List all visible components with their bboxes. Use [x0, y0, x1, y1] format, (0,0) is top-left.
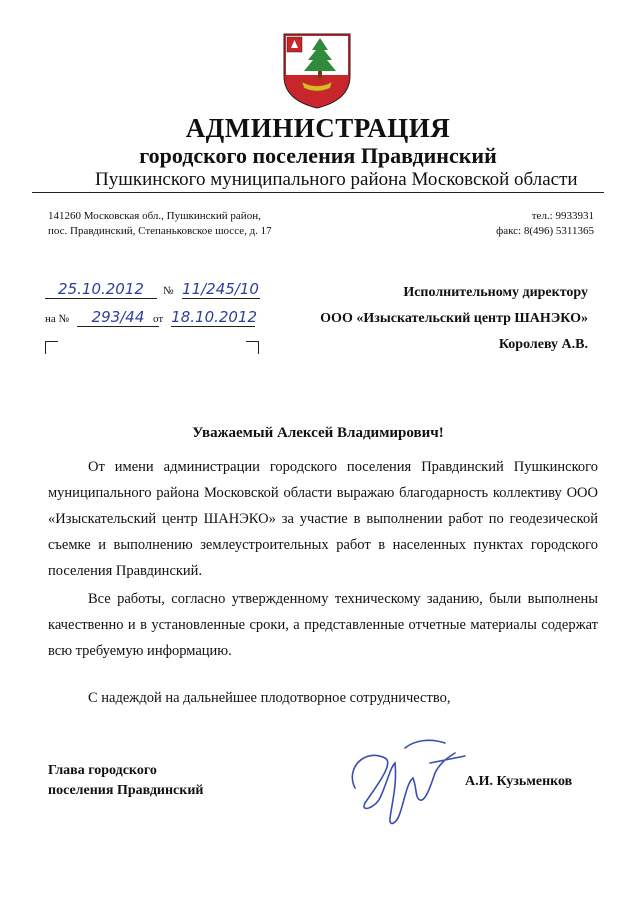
fax-number: факс: 8(496) 5311365: [496, 225, 594, 237]
body-paragraph: Все работы, согласно утвержденному техническому заданию, были выполнены качественно и в установленные сроки, а представленные отчетные материалы содержат всю требуемую информацию.: [48, 591, 598, 659]
header-divider: [32, 192, 604, 193]
outgoing-number-field: [163, 280, 260, 299]
address-corner-mark: [246, 341, 259, 354]
letterhead-title: АДМИНИСТРАЦИЯ: [185, 113, 451, 143]
reply-date: 18.10.2012: [171, 308, 258, 326]
recipient-position: Исполнительному директору: [403, 285, 588, 300]
recipient-organization: ООО «Изыскательский центр ШАНЭКО»: [320, 311, 588, 326]
outgoing-number: 11/245/10: [182, 280, 259, 298]
signatory-position: Глава городского поселения Правдинский: [48, 763, 204, 798]
coat-of-arms-icon: [280, 30, 354, 110]
address-corner-mark: [45, 341, 58, 354]
address-line: 141260 Московская обл., Пушкинский район,: [48, 210, 261, 222]
outgoing-date: 25.10.2012: [45, 280, 157, 299]
handwritten-signature: [335, 728, 475, 838]
signatory-name: А.И. Кузьменков: [465, 774, 573, 789]
outgoing-date-field: [45, 280, 157, 299]
address-block: [48, 209, 272, 239]
phone-number: тел.: 9933931: [531, 210, 594, 222]
reply-number: 293/44: [77, 308, 159, 327]
body-paragraph: От имени администрации городского поселения Правдинский Пушкинского муниципального района Московской области выражаю благодарность коллективу ООО «Изыскательский центр ШАНЭКО» за участие в выполнении работ по геодезической съемке и выполнению землеустроительных работ в населенных пунктах городского поселения Правдинский.: [48, 459, 598, 579]
reply-number-field: [45, 308, 159, 327]
reply-number-label: на №: [45, 313, 70, 325]
address-line: пос. Правдинский, Степаньковское шоссе, д. 17: [48, 225, 272, 237]
closing-line: С надеждой на дальнейшее плодотворное сотрудничество,: [88, 690, 451, 706]
contact-block: [496, 209, 594, 239]
letterhead-subtitle: городского поселения Правдинский: [139, 143, 497, 168]
reply-date-field: [153, 308, 258, 327]
number-label: №: [163, 285, 174, 297]
reply-date-label: от: [153, 313, 164, 325]
recipient-name: Королеву А.В.: [498, 337, 588, 352]
letterhead-district: Пушкинского муниципального района Московской области: [95, 169, 578, 190]
greeting: Уважаемый Алексей Владимирович!: [192, 425, 444, 441]
recipient-block: [320, 280, 588, 358]
